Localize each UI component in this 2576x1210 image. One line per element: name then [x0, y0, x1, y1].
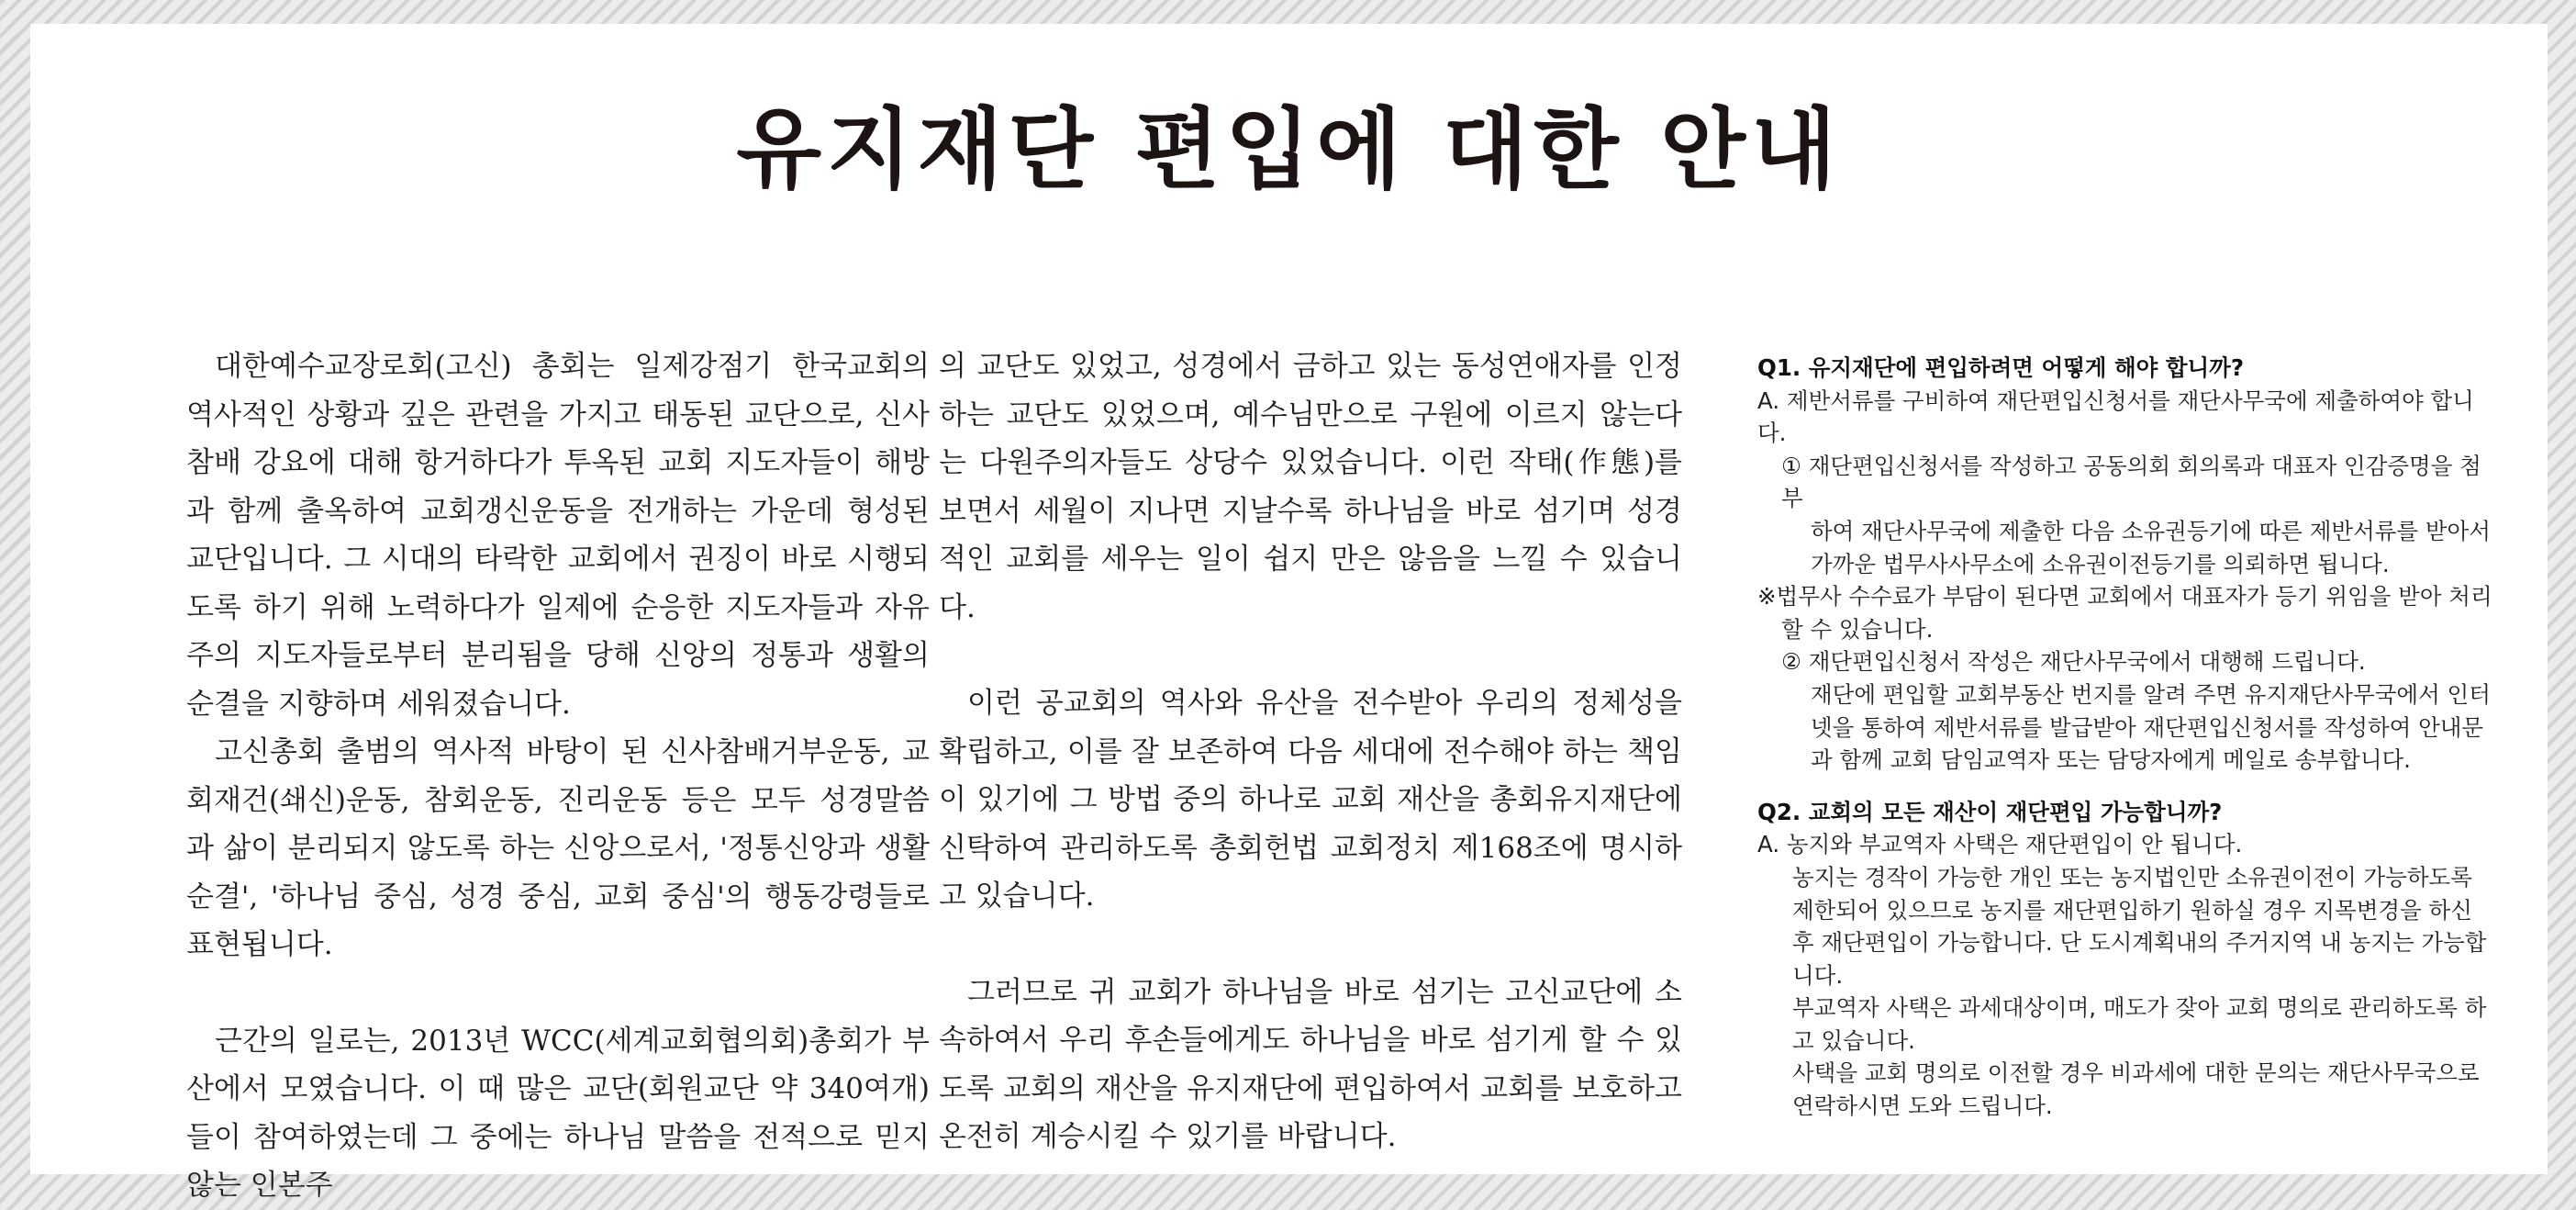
faq-answer-2-parsonage: 부교역자 사택은 과세대상이며, 매도가 잦아 교회 명의로 관리하도록 하고 있습니다.: [1792, 994, 2487, 1054]
faq-step-2: ② 재단편입신청서 작성은 재단사무국에서 대행해 드립니다.: [1781, 648, 2366, 676]
faq-answer-2-contact: 사택을 교회 명의로 이전할 경우 비과세에 대한 문의는 재단사무국으로 연락하시면 도와 드립니다.: [1792, 1059, 2480, 1120]
faq-section: [1757, 352, 2501, 1123]
faq-step-2-detail: 재단에 편입할 교회부동산 번지를 알려 주면 유지재단사무국에서 인터넷을 통하여 제반서류를 발급받아 재단편입신청서를 작성하여 안내문과 함께 교회 담임교역자 또는 담당자에게 메일로 송부합니다.: [1811, 680, 2491, 774]
faq-step-1-detail: 하여 재단사무국에 제출한 다음 소유권등기에 따른 제반서류를 받아서 가까운 법무사사무소에 소유권이전등기를 의뢰하면 됩니다.: [1811, 517, 2491, 577]
faq-step-1: ① 재단편입신청서를 작성하고 공동의회 회의록과 대표자 인감증명을 첨부: [1781, 452, 2481, 512]
page-title: 유지재단 편입에 대한 안내: [736, 98, 1842, 201]
article-paragraph: 대한예수교장로회(고신) 총회는 일제강점기 한국교회의 역사적인 상황과 깊은 관련을 가지고 태동된 교단으로, 신사참배 강요에 대해 항거하다가 투옥된 교회 지도자들이 해방과 함께 출옥하여 교회갱신운동을 전개하는 가운데 형성된 교단입니다. 그 시대의 타락한 교회에서 권징이 바로 시행되도록 하기 위해 노력하다가 일제에 순응한 지도자들과 자유주의 지도자들로부터 분리됨을 당해 신앙의 정통과 생활의 순결을 지향하며 세워졌습니다.: [186, 350, 930, 721]
document-page: [30, 24, 2548, 1202]
faq-answer-2: A. 농지와 부교역자 사택은 재단편입이 안 됩니다.: [1757, 831, 2243, 858]
article-paragraph: 그러므로 귀 교회가 하나님을 바로 섬기는 고신교단에 소속하여서 우리 후손들에게도 하나님을 바로 섬기게 할 수 있도록 교회의 재산을 유지재단에 편입하여서 교회를 보호하고 온전히 계승시킬 수 있기를 바랍니다.: [939, 975, 1682, 1153]
article-paragraph: 고신총회 출범의 역사적 바탕이 된 신사참배거부운동, 교회재건(쇄신)운동, 참회운동, 진리운동 등은 모두 성경말씀과 삶이 분리되지 않도록 하는 신앙으로서, '정통신앙과 생활순결', '하나님 중심, 성경 중심, 교회 중심'의 행동강령들로 표현됩니다.: [186, 735, 930, 961]
faq-question-1: Q1. 유지재단에 편입하려면 어떻게 해야 합니까?: [1757, 354, 2245, 381]
faq-note: ※법무사 수수료가 부담이 된다면 교회에서 대표자가 등기 위임을 받아 처리할 수 있습니다.: [1757, 583, 2492, 643]
article-column-1: [186, 342, 930, 1210]
article-paragraph: 의 교단도 있었고, 성경에서 금하고 있는 동성연애자를 인정하는 교단도 있었으며, 예수님만으로 구원에 이르지 않는다는 다원주의자들도 상당수 있었습니다. 이런 작태(作態)를 보면서 세월이 지나면 지날수록 하나님을 바로 섬기며 성경적인 교회를 세우는 일이 쉽지 만은 않음을 느낄 수 있습니다.: [939, 350, 1682, 624]
article-paragraph: 이런 공교회의 역사와 유산을 전수받아 우리의 정체성을 확립하고, 이를 잘 보존하여 다음 세대에 전수해야 하는 책임이 있기에 그 방법 중의 하나로 교회 재산을 총회유지재단에 신탁하여 관리하도록 총회헌법 교회정치 제168조에 명시하고 있습니다.: [939, 687, 1682, 913]
article-column-2: [939, 342, 1682, 1161]
faq-answer-1: A. 제반서류를 구비하여 재단편입신청서를 재단사무국에 제출하여야 합니다.: [1757, 387, 2474, 447]
article-paragraph: 근간의 일로는, 2013년 WCC(세계교회협의회)총회가 부산에서 모였습니다. 이 때 많은 교단(회원교단 약 340여개)들이 참여하였는데 그 중에는 하나님 말씀을 전적으로 믿지 않는 인본주: [186, 1024, 930, 1202]
faq-answer-2-farmland: 농지는 경작이 가능한 개인 또는 농지법인만 소유권이전이 가능하도록 제한되어 있으므로 농지를 재단편입하기 원하실 경우 지목변경을 하신 후 재단편입이 가능합니다. 단 도시계획내의 주거지역 내 농지는 가능합니다.: [1792, 863, 2487, 989]
faq-question-2: Q2. 교회의 모든 재산이 재단편입 가능합니까?: [1757, 798, 2223, 825]
